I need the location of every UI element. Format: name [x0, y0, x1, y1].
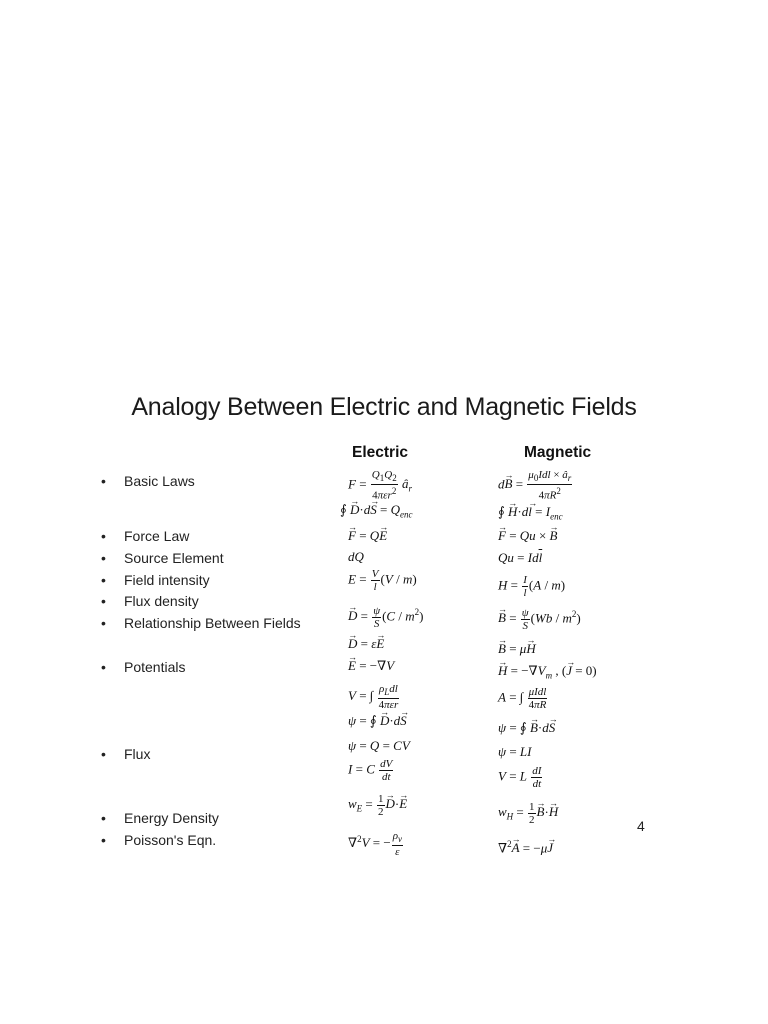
electric-coulomb-equation: F = $\frac{Q_1Q_2}{4\pi\varepsilon r^2}$ $â_r$ — [348, 469, 412, 502]
bullet-icon: • — [101, 659, 106, 675]
row-label: Source Element — [124, 550, 224, 566]
electric-potential-gradient-equation: → E = −∇V — [348, 658, 394, 674]
bullet-icon: • — [101, 832, 106, 848]
magnetic-energy-equation: $w_H$ = $\frac{1}{2}$ → B·→ H — [498, 801, 558, 826]
electric-flux-equation: ψ = Q = CV — [348, 738, 410, 753]
electric-relation-equation: → D = ε→ E — [348, 636, 384, 652]
row-label: Flux — [124, 746, 151, 762]
magnetic-voltage-equation: V = L $\frac{dI}{dt}$ — [498, 765, 542, 790]
magnetic-density-equation: → B = $\frac{\psi}{S}$ $(Wb / m^2)$ — [498, 606, 581, 632]
magnetic-force-equation: → F = Qu × → B — [498, 528, 557, 544]
row-label: Energy Density — [124, 810, 219, 826]
row-label: Force Law — [124, 528, 190, 544]
magnetic-column-header: Magnetic — [524, 444, 592, 461]
electric-flux-integral-equation: ψ = ∮ → D·d→ S — [348, 713, 407, 729]
row-label: Relationship Between Fields — [124, 615, 301, 631]
bullet-icon: • — [101, 572, 106, 588]
row-label: Potentials — [124, 659, 186, 675]
bullet-icon: • — [101, 473, 106, 489]
magnetic-ampere-equation: ∮ → $H\cdot d\to l = I_{enc}$ — [498, 504, 563, 525]
magnetic-intensity-equation: H = $\frac{I}{l}$ (A / m) — [498, 574, 566, 599]
magnetic-potential-gradient-equation: → $H = -\nabla V_m$ , (→ J = 0) — [498, 663, 597, 684]
electric-force-equation: → F = Q→ E — [348, 528, 387, 544]
electric-source-equation: dQ — [348, 549, 364, 564]
slide-title: Analogy Between Electric and Magnetic Fields — [131, 393, 637, 421]
electric-potential-integral-equation: V = ∫ $\frac{\rho_Ldl}{\text{4πεr}}$ — [348, 683, 399, 712]
electric-column-header: Electric — [352, 444, 409, 461]
bullet-icon: • — [101, 746, 106, 762]
magnetic-biot-savart-equation: d→ B = $\frac{\mu_0Idl \times â_r}{4\pi R^2}$ — [498, 469, 573, 502]
electric-poisson-equation: ∇$^2$V = − $\frac{\rho_v}{\varepsilon}$ — [348, 830, 402, 859]
page-number: 4 — [637, 818, 645, 834]
magnetic-poisson-equation: ∇$^2$→ A = −μ→ J — [498, 836, 553, 856]
row-label: Field intensity — [124, 572, 210, 588]
electric-gauss-equation: ∮ → $D\cdot d\to S = Q_{enc}$ — [340, 502, 413, 523]
row-label: Poisson's Eqn. — [124, 832, 217, 848]
magnetic-potential-integral-equation: A = ∫ $\frac{\text{μIdl}}{4\pi R}$ — [498, 686, 547, 711]
bullet-icon: • — [101, 550, 106, 566]
magnetic-source-equation: $Qu = Id\overline{l}$ — [498, 550, 543, 565]
bullet-icon: • — [101, 615, 106, 631]
row-label: Basic Laws — [124, 473, 195, 489]
bullet-icon: • — [101, 593, 106, 609]
bullet-icon: • — [101, 810, 106, 826]
electric-energy-equation: $w_E$ = $\frac{1}{2}$ → D·→ E — [348, 793, 407, 818]
magnetic-flux-equation: ψ = LI — [498, 744, 532, 759]
row-label: Flux density — [124, 593, 199, 609]
bullet-icon: • — [101, 528, 106, 544]
magnetic-relation-equation: → B = μ→ H — [498, 641, 536, 657]
electric-intensity-equation: E = $\frac{V}{l}$ (V / m) — [348, 568, 417, 593]
magnetic-flux-integral-equation: ψ = ∮ → B·d→ S — [498, 720, 555, 736]
electric-current-equation: I = C $\frac{dV}{dt}$ — [348, 758, 393, 783]
electric-density-equation: → D = $\frac{\psi}{S}$ $(C / m^2)$ — [348, 604, 423, 630]
